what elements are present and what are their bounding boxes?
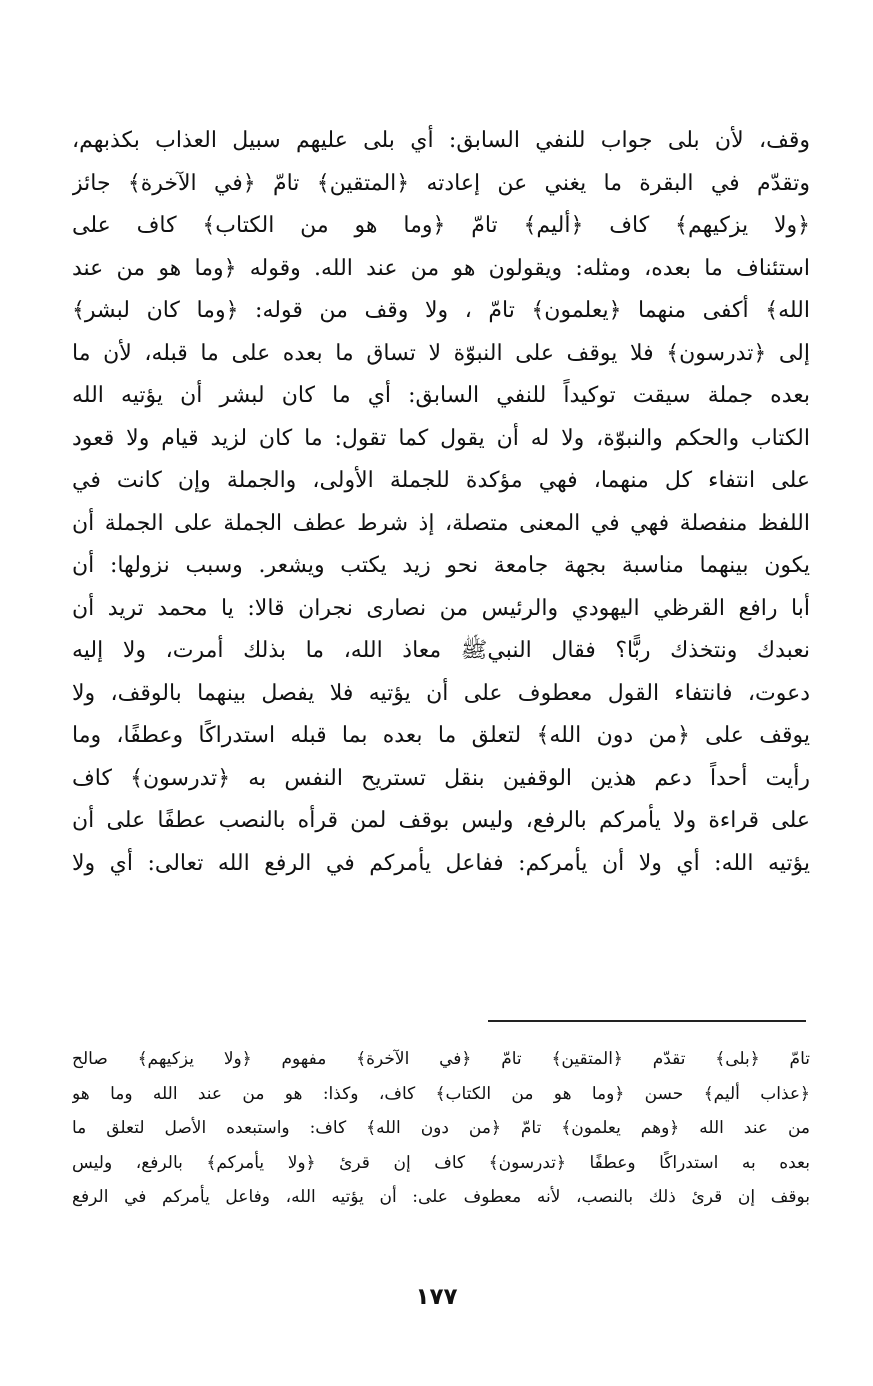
body-line: رأيت أحداً دعم هذين الوقفين بنقل تستريح النفس به ﴿تدرسون﴾ كاف — [72, 765, 810, 791]
footnote-line: بوقف إن قرئ ذلك بالنصب، لأنه معطوف على: أن يؤتيه الله، وفاعل يأمركم في الرفع — [72, 1187, 810, 1208]
body-line: أبا رافع القرظي اليهودي والرئيس من نصارى نجران قالا: يا محمد تريد أن — [72, 595, 810, 621]
footnote-line: تامّ ﴿بلى﴾ تقدّم ﴿المتقين﴾ تامّ ﴿في الآخرة﴾ مفهوم ﴿ولا يزكيهم﴾ صالح — [72, 1049, 810, 1069]
body-line: نعبدك ونتخذك ربًّا؟ فقال النبيﷺ معاذ الله، ما بذلك أمرت، ولا إليه — [72, 638, 810, 663]
body-line: ﴿ولا يزكيهم﴾ كاف ﴿أليم﴾ تامّ ﴿وما هو من الكتاب﴾ كاف على — [72, 213, 810, 238]
body-line: على انتفاء كل منهما، فهي مؤكدة للجملة الأولى، والجملة وإن كانت في — [72, 468, 810, 493]
body-line: يوقف على ﴿من دون الله﴾ لتعلق ما بعده بما قبله استدراكًا وعطفًا، وما — [72, 723, 810, 748]
body-line: دعوت، فانتفاء القول معطوف على أن يؤتيه فلا يفصل بينهما بالوقف، ولا — [72, 680, 810, 706]
footnote-line: بعده به استدراكًا وعطفًا ﴿تدرسون﴾ كاف إن قرئ ﴿ولا يأمركم﴾ بالرفع، وليس — [72, 1152, 810, 1173]
body-line: الله﴾ أكفى منهما ﴿يعلمون﴾ تامّ ، ولا وقف من قوله: ﴿وما كان لبشر﴾ — [72, 298, 810, 323]
body-line: يكون بينهما مناسبة بجهة جامعة نحو زيد يكتب ويشعر. وسبب نزولها: أن — [72, 553, 810, 578]
body-line: إلى ﴿تدرسون﴾ فلا يوقف على النبوّة لا تساق ما بعده على ما قبله، لأن ما — [72, 340, 810, 366]
footnote-divider — [488, 1020, 806, 1022]
body-line: اللفظ منفصلة فهي في المعنى متصلة، إذ شرط عطف الجملة على الجملة أن — [72, 510, 810, 536]
body-line: استئناف ما بعده، ومثله: ويقولون هو من عند الله. وقوله ﴿وما هو من عند — [72, 255, 810, 281]
body-line: يؤتيه الله: أي ولا أن يأمركم: ففاعل يأمركم في الرفع الله تعالى: أي ولا — [72, 850, 810, 876]
body-line: وتقدّم في البقرة ما يغني عن إعادته ﴿المتقين﴾ تامّ ﴿في الآخرة﴾ جائز — [72, 170, 810, 196]
body-line: بعده جملة سيقت توكيداً للنفي السابق: أي ما كان لبشر أن يؤتيه الله — [72, 383, 810, 408]
footnote-line: من عند الله ﴿وهم يعلمون﴾ تامّ ﴿من دون الله﴾ كاف: واستبعده الأصل لتعلق ما — [72, 1118, 810, 1139]
page-number: ١٧٧ — [415, 1284, 458, 1310]
body-line: الكتاب والحكم والنبوّة، ولا له أن يقول كما تقول: ما كان لزيد قيام ولا قعود — [72, 425, 810, 451]
body-line: وقف، لأن بلى جواب للنفي السابق: أي بلى عليهم سبيل العذاب بكذبهم، — [72, 128, 810, 153]
footnotes-block — [72, 1042, 810, 1215]
body-line: على قراءة ولا يأمركم بالرفع، وليس بوقف لمن قرأه بالنصب عطفًا على أن — [72, 808, 810, 833]
main-text-block — [72, 120, 810, 885]
footnote-line: ﴿عذاب أليم﴾ حسن ﴿وما هو من الكتاب﴾ كاف، وكذا: هو من عند الله وما هو — [72, 1083, 810, 1104]
